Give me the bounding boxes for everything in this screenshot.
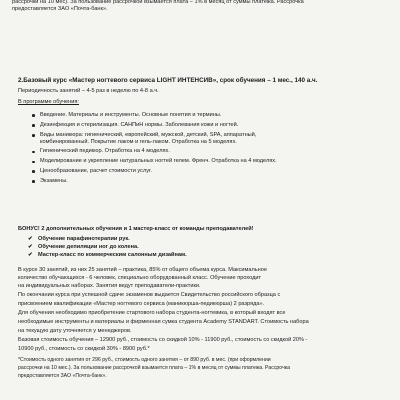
program-item: Экзамены. [40, 178, 277, 185]
program-item-continuation: комбинированный. Покрытие лаком и гель-лаком. Отработка на 5 моделях. [40, 138, 237, 145]
program-item: Введение. Материалы и инструменты. Основные понятия и термины. [40, 112, 277, 119]
program-item: Гигиенический педикюр. Отработка на 4 моделях. [40, 148, 277, 155]
top-continuation-line-2: предоставляется ЗАО «Почта-банк». [12, 6, 108, 12]
footnote-line: предоставляется ЗАО «Почта-банк». [18, 373, 107, 379]
details-line: В курсе 30 занятий, из них 25 занятий – практика, 85% от общего объема курса. Максимальное [18, 267, 267, 273]
details-line: на индивидуальных наборах. Занятия ведут преподаватели-практики. [18, 283, 201, 289]
bonus-item: ✔ Обучение парафинотерапии рук. [28, 236, 130, 242]
bullet-icon [32, 114, 35, 117]
program-item: Моделирование и укрепление натуральных ногтей гелем. Френч. Отработка на 4 моделях. [40, 158, 277, 165]
footnote-line: *Стоимость одного занятия от 296 руб., стоимость одного занятия – от 890 руб. в мес. (при оформлении [18, 357, 271, 363]
bullet-icon [32, 151, 35, 154]
bullet-icon [32, 180, 35, 183]
details-line: на текущую дату уточняется у менеджеров. [18, 328, 132, 334]
check-arrow-icon: ✔ [28, 243, 33, 250]
periodicity-text: Периодичность занятий – 4-5 раз в неделю по 4-8 а.ч. [18, 88, 159, 94]
program-heading: В программе обучения: [18, 99, 79, 105]
course-title: 2.Базовый курс «Мастер ногтевого сервиса LIGHT ИНТЕНСИВ», срок обучения – 1 мес., 140 а.ч. [18, 77, 318, 84]
price-line: 10900 руб., стоимость со скидкой 30% - 8900 руб.* [18, 346, 150, 352]
details-line: По окончании курса при успешной сдаче экзаменов выдается Свидетельство российского образца с [18, 292, 281, 298]
check-arrow-icon: ✔ [28, 236, 33, 242]
program-list [40, 112, 277, 185]
program-item: Виды маникюра: гигиенический, европейский, мужской, детский, SPA, аппаратный, [40, 132, 277, 139]
price-line: Базовая стоимость обучения – 12900 руб., стоимость со скидкой 10% - 11900 руб., стоимость со скидкой 20% - [18, 337, 308, 343]
details-line: Для обучения необходимо приобретение стартового набора студента-ногтевика, в который входят все [18, 310, 286, 316]
details-line: количество обучающихся - 6 человек, специально оборудованный класс. Обучение проходит [18, 275, 262, 281]
bonus-item: ✔ Обучение депиляции ног до колена. [28, 243, 139, 250]
bonus-item: ✔ Мастер-класс по коммерческим салонным дизайнам. [28, 251, 187, 258]
top-continuation-line-1: рассрочки на 10 мес). За пользование рассрочкой взымается плата – 1% в месяц от суммы платежа. Рассрочка [12, 0, 304, 5]
bonus-list [28, 236, 187, 259]
bullet-icon [32, 124, 35, 127]
details-line: необходимые инструменты и материалы и фирменная сумка студента Academy STANDART. Стоимость набора [18, 319, 309, 325]
program-item: Ценообразование, расчет стоимости услуг. [40, 168, 277, 175]
bonus-title: БОНУС! 2 дополнительных обучения и 1 мастер-класс от команды преподавателей! [18, 226, 254, 232]
program-item: Дезинфекция и стерилизация. САНПиН нормы. Заболевания кожи и ногтей. [40, 122, 277, 129]
bullet-icon [32, 161, 35, 164]
footnote-line: рассрочки на 10 мес.). За пользование рассрочкой взымается плата – 1% в месяц от суммы платежа. Рассрочка [18, 365, 291, 371]
bullet-icon [32, 170, 35, 173]
details-line: присвоением квалификации «Мастер ногтевого сервиса (маникюрша-педикюрша) 2 разряда». [18, 301, 265, 307]
bullet-icon [32, 134, 35, 137]
check-arrow-icon: ✔ [28, 251, 33, 258]
